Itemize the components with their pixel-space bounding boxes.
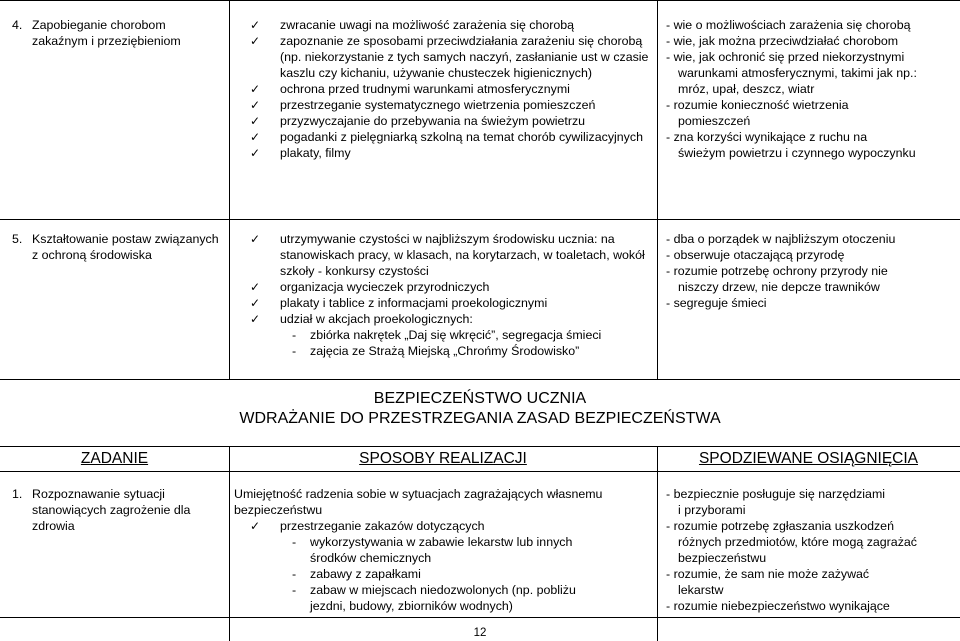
method-item: ✓ utrzymywanie czystości w najbliższym środowisku ucznia: na stanowiskach pracy, w klasach, na korytarzach, w toaletach, wokół szkoły - konkursy czystości (250, 232, 645, 278)
effect-line: - rozumie potrzebę zgłaszania uszkodzeń (666, 519, 894, 533)
effect-line: - rozumie konieczność wietrzenia (666, 98, 849, 112)
method-item: ✓ przyzwyczajanie do przebywania na świeżym powietrzu (250, 114, 586, 128)
header-bottom-border (0, 471, 960, 472)
effect-line: różnych przedmiotów, które mogą zagrażać (678, 535, 917, 549)
effect-line: pomieszczeń (678, 114, 751, 128)
task-number: 5. (12, 232, 23, 246)
checkmark-icon: ✓ (250, 18, 261, 32)
methods-list (250, 518, 652, 534)
method-item: ✓ ochrona przed trudnymi warunkami atmosferycznymi (250, 82, 570, 96)
header-methods: SPOSOBY REALIZACJI (359, 450, 527, 467)
method-item: ✓ plakaty i tablice z informacjami proekologicznymi (250, 296, 548, 310)
effect-line: warunkami atmosferycznymi, takimi jak np.: (678, 66, 917, 80)
col-divider-2 (657, 0, 658, 219)
col-divider-2c (657, 446, 658, 641)
method-item: ✓ zwracanie uwagi na możliwość zarażenia się chorobą (250, 18, 575, 32)
effect-line: niszczy drzew, nie depcze trawników (678, 280, 880, 294)
method-item: ✓ pogadanki z pielęgniarką szkolną na temat chorób cywilizacyjnych (250, 130, 643, 144)
task-number: 4. (12, 18, 23, 32)
checkmark-icon: ✓ (250, 296, 261, 310)
row-divider-5-section (0, 379, 960, 380)
effect-line: mróz, upał, deszcz, wiatr (678, 82, 815, 96)
methods-list (250, 231, 650, 327)
effects-cell-row-4 (666, 17, 958, 161)
checkmark-icon: ✓ (250, 312, 261, 326)
effect-line: - rozumie niebezpieczeństwo wynikające (666, 599, 890, 613)
effect-line: i przyborami (678, 503, 746, 517)
col-divider-2b (657, 219, 658, 379)
task-name: Rozpoznawanie sytuacji stanowiących zagrożenie dla zdrowia (32, 487, 191, 533)
method-item: ✓ przestrzeganie systematycznego wietrzenia pomieszczeń (250, 98, 596, 112)
method-item: ✓ organizacja wycieczek przyrodniczych (250, 280, 490, 294)
effect-line: lekarstw (678, 583, 724, 597)
methods-cell-row-4 (250, 17, 650, 161)
method-item: ✓ zapoznanie ze sposobami przeciwdziałania zarażeniu się chorobą (np. niekorzystanie z tych samych naczyń, zasłanianie ust w czasie kaszlu czy kichaniu, używanie chusteczek higienicznych) (250, 34, 649, 80)
col-divider-1b (229, 219, 230, 379)
row-divider-4-5 (0, 219, 960, 220)
col-divider-1 (229, 0, 230, 219)
methods-cell-row-5 (250, 231, 650, 359)
header-effects: SPODZIEWANE OSIĄGNIĘCIA (698, 450, 919, 467)
task-name: Zapobieganie chorobom zakaźnym i przeziębieniom (32, 18, 181, 48)
method-item: ✓ plakaty, filmy (250, 146, 351, 160)
checkmark-icon: ✓ (250, 114, 261, 128)
method-item: ✓ przestrzeganie zakazów dotyczących (250, 519, 485, 533)
checkmark-icon: ✓ (250, 98, 261, 112)
checkmark-icon: ✓ (250, 232, 261, 246)
effects-cell-row-5 (666, 231, 958, 311)
col-divider-1c (229, 446, 230, 641)
header-top-border (0, 446, 960, 447)
effect-line: - obserwuje otaczającą przyrodę (666, 248, 845, 262)
sub-methods-list (292, 534, 612, 614)
sub-method-item: - zabawy z zapałkami (292, 567, 421, 581)
sub-method-item: - zbiórka nakrętek „Daj się wkręcić”, segregacja śmieci (292, 328, 602, 342)
effect-line: - zna korzyści wynikające z ruchu na (666, 130, 868, 144)
method-item: ✓ udział w akcjach proekologicznych: (250, 312, 473, 326)
header-task: ZADANIE (80, 450, 149, 467)
checkmark-icon: ✓ (250, 34, 261, 48)
methods-cell-safety-1 (234, 486, 652, 614)
sub-methods-list (292, 327, 650, 359)
checkmark-icon: ✓ (250, 146, 261, 160)
checkmark-icon: ✓ (250, 280, 261, 294)
section-subtitle: WDRAŻANIE DO PRZESTRZEGANIA ZASAD BEZPIECZEŃSTWA (239, 410, 721, 427)
task-number: 1. (12, 487, 23, 501)
effect-line: - wie o możliwościach zarażenia się chorobą (666, 18, 911, 32)
effect-line: - segreguje śmieci (666, 296, 767, 310)
method-intro: Umiejętność radzenia sobie w sytuacjach zagrażających własnemu bezpieczeństwu (234, 487, 603, 517)
checkmark-icon: ✓ (250, 82, 261, 96)
section-title: BEZPIECZEŃSTWO UCZNIA (373, 390, 587, 407)
effect-line: - wie, jak można przeciwdziałać chorobom (666, 34, 899, 48)
effect-line: świeżym powietrzu i czynnego wypoczynku (678, 146, 916, 160)
effect-line: - wie, jak ochronić się przed niekorzystnymi (666, 50, 905, 64)
effect-line: - rozumie potrzebę ochrony przyrody nie (666, 264, 888, 278)
effect-line: - dba o porządek w najbliższym otoczeniu (666, 232, 896, 246)
table-border-top (0, 0, 960, 1)
sub-method-item: - zabaw w miejscach niedozwolonych (np. pobliżu jezdni, budowy, zbiorników wodnych) (292, 583, 576, 613)
effect-line: - bezpiecznie posługuje się narzędziami (666, 487, 886, 501)
page-number: 12 (473, 627, 487, 639)
checkmark-icon: ✓ (250, 519, 261, 533)
table-border-bottom (0, 617, 960, 618)
methods-list (250, 17, 650, 161)
effect-line: bezpieczeństwu (678, 551, 767, 565)
checkmark-icon: ✓ (250, 130, 261, 144)
task-name: Kształtowanie postaw związanych z ochroną środowiska (32, 232, 219, 262)
effects-cell-safety-1 (666, 486, 958, 614)
sub-method-item: - wykorzystywania w zabawie lekarstw lub innych środków chemicznych (292, 535, 573, 565)
sub-method-item: - zajęcia ze Strażą Miejską „Chrońmy Środowisko” (292, 344, 580, 358)
effect-line: - rozumie, że sam nie może zażywać (666, 567, 870, 581)
